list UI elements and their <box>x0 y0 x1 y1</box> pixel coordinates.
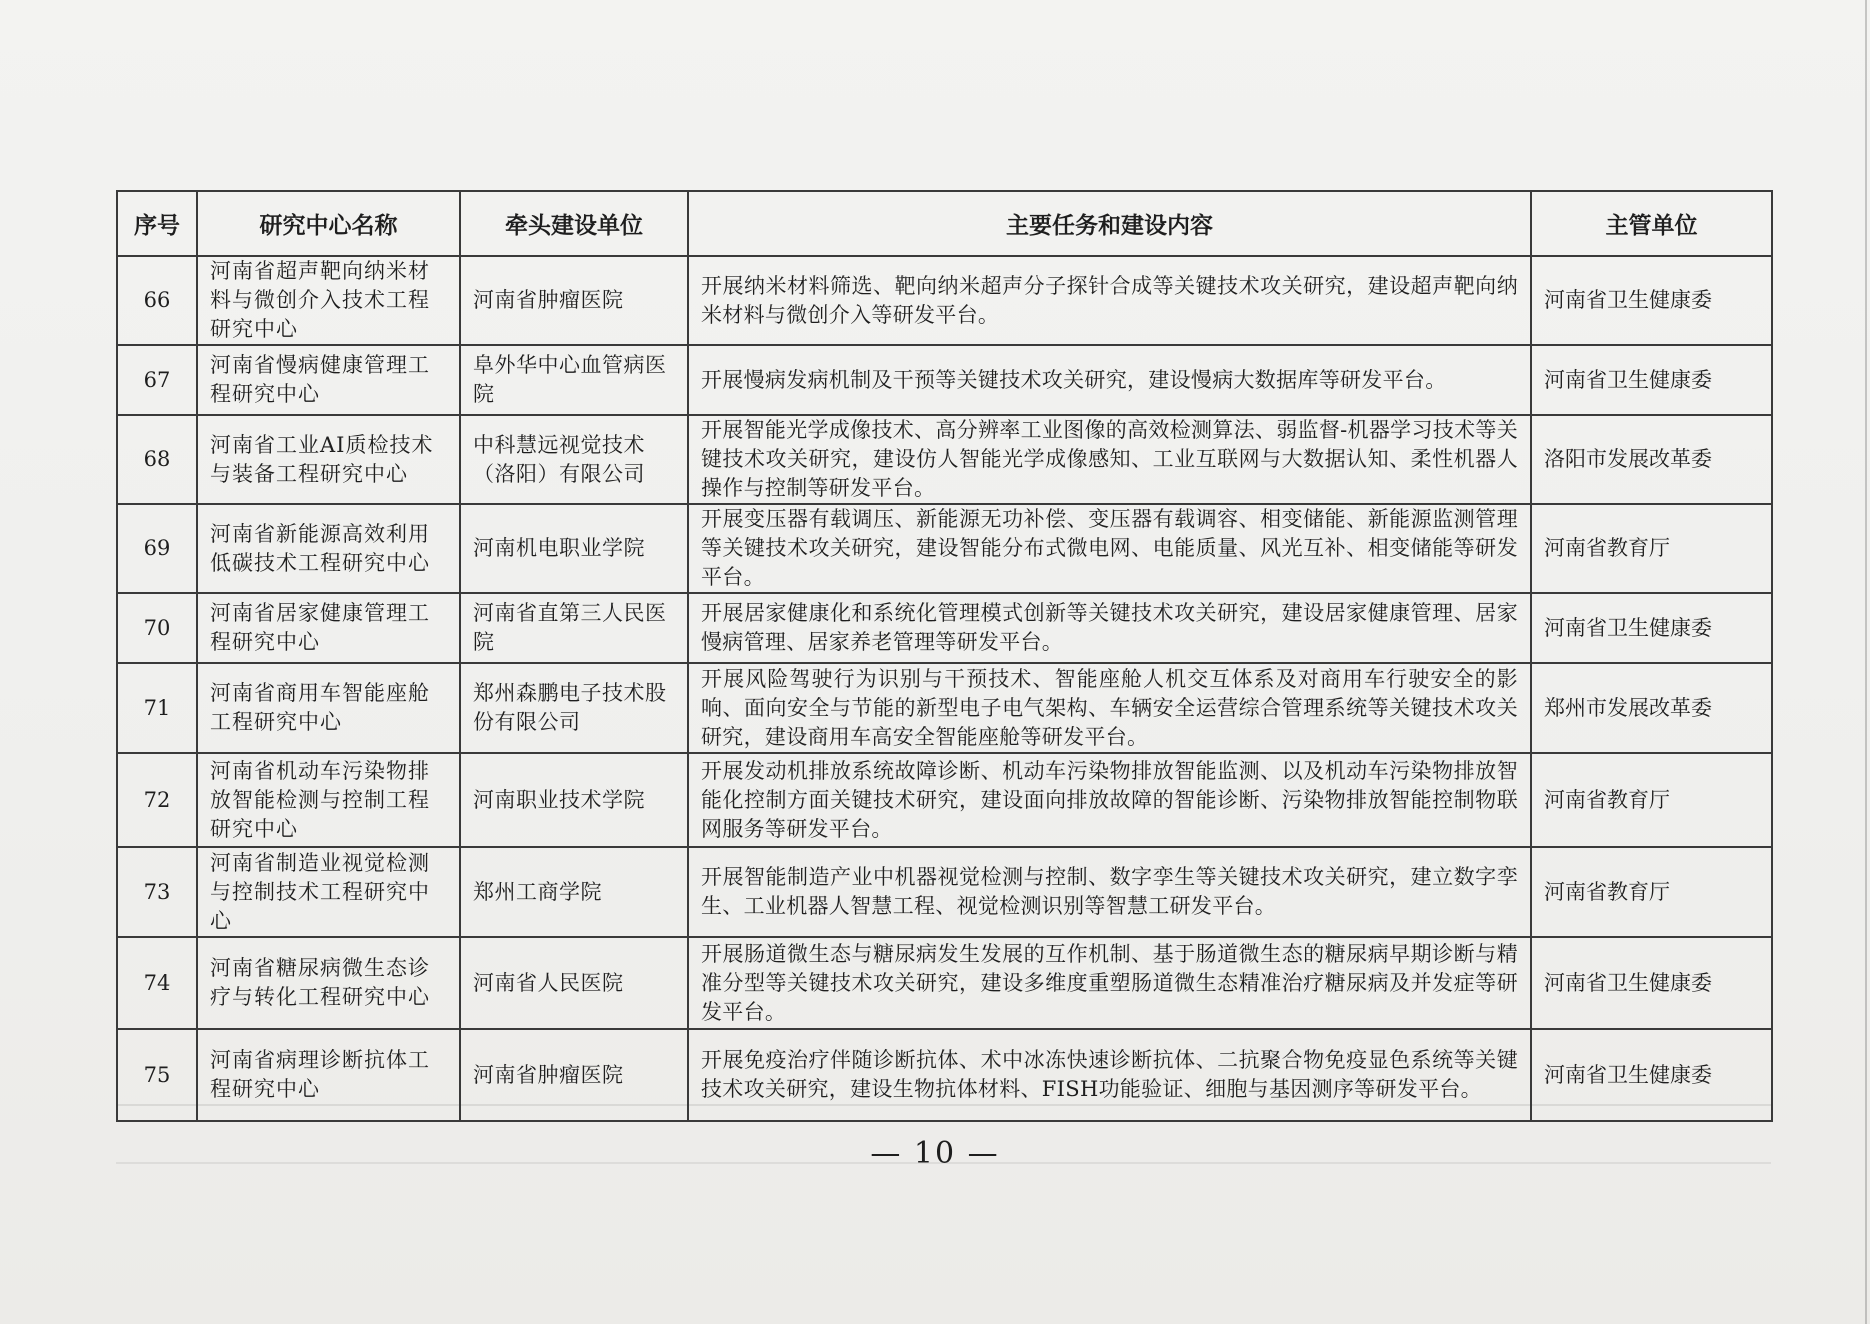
task-description: 开展慢病发病机制及干预等关键技术攻关研究，建设慢病大数据库等研发平台。 <box>688 345 1531 415</box>
supervising-dept: 河南省卫生健康委 <box>1531 1029 1772 1121</box>
table-row <box>117 256 1772 345</box>
task-description: 开展智能制造产业中机器视觉检测与控制、数字孪生等关键技术攻关研究，建立数字孪生、工业机器人智慧工程、视觉检测识别等智慧工研发平台。 <box>688 847 1531 937</box>
header-supervising-dept: 主管单位 <box>1531 191 1772 256</box>
center-name: 河南省居家健康管理工程研究中心 <box>197 593 460 663</box>
table-row <box>117 1029 1772 1121</box>
table-row <box>117 847 1772 937</box>
supervising-dept: 河南省教育厅 <box>1531 847 1772 937</box>
supervising-dept: 河南省卫生健康委 <box>1531 345 1772 415</box>
research-center-table <box>116 190 1773 1122</box>
center-name: 河南省商用车智能座舱工程研究中心 <box>197 663 460 753</box>
row-number: 71 <box>117 663 197 753</box>
supervising-dept: 河南省教育厅 <box>1531 504 1772 593</box>
table-row <box>117 415 1772 504</box>
task-description: 开展免疫治疗伴随诊断抗体、术中冰冻快速诊断抗体、二抗聚合物免疫显色系统等关键技术攻关研究，建设生物抗体材料、FISH功能验证、细胞与基因测序等研发平台。 <box>688 1029 1531 1121</box>
header-center-name: 研究中心名称 <box>197 191 460 256</box>
task-description: 开展肠道微生态与糖尿病发生发展的互作机制、基于肠道微生态的糖尿病早期诊断与精准分型等关键技术攻关研究，建设多维度重塑肠道微生态精准治疗糖尿病及并发症等研发平台。 <box>688 937 1531 1029</box>
header-tasks: 主要任务和建设内容 <box>688 191 1531 256</box>
center-name: 河南省病理诊断抗体工程研究中心 <box>197 1029 460 1121</box>
table-row <box>117 504 1772 593</box>
lead-unit: 河南机电职业学院 <box>460 504 688 593</box>
supervising-dept: 河南省卫生健康委 <box>1531 256 1772 345</box>
row-number: 72 <box>117 753 197 847</box>
lead-unit: 河南省肿瘤医院 <box>460 1029 688 1121</box>
center-name: 河南省慢病健康管理工程研究中心 <box>197 345 460 415</box>
lead-unit: 河南省人民医院 <box>460 937 688 1029</box>
table-row <box>117 753 1772 847</box>
table-row <box>117 345 1772 415</box>
lead-unit: 阜外华中心血管病医院 <box>460 345 688 415</box>
center-name: 河南省超声靶向纳米材料与微创介入技术工程研究中心 <box>197 256 460 345</box>
page-number: — 10 — <box>870 1136 1000 1171</box>
table-row <box>117 937 1772 1029</box>
supervising-dept: 河南省卫生健康委 <box>1531 593 1772 663</box>
supervising-dept: 河南省卫生健康委 <box>1531 937 1772 1029</box>
row-number: 66 <box>117 256 197 345</box>
row-number: 73 <box>117 847 197 937</box>
lead-unit: 郑州工商学院 <box>460 847 688 937</box>
task-description: 开展变压器有载调压、新能源无功补偿、变压器有载调容、相变储能、新能源监测管理等关键技术攻关研究，建设智能分布式微电网、电能质量、风光互补、相变储能等研发平台。 <box>688 504 1531 593</box>
row-number: 69 <box>117 504 197 593</box>
table-header-row <box>117 191 1772 256</box>
table-row <box>117 663 1772 753</box>
supervising-dept: 洛阳市发展改革委 <box>1531 415 1772 504</box>
task-description: 开展纳米材料筛选、靶向纳米超声分子探针合成等关键技术攻关研究，建设超声靶向纳米材料与微创介入等研发平台。 <box>688 256 1531 345</box>
row-number: 74 <box>117 937 197 1029</box>
task-description: 开展发动机排放系统故障诊断、机动车污染物排放智能监测、以及机动车污染物排放智能化控制方面关键技术研究，建设面向排放故障的智能诊断、污染物排放智能控制物联网服务等研发平台。 <box>688 753 1531 847</box>
center-name: 河南省新能源高效利用低碳技术工程研究中心 <box>197 504 460 593</box>
lead-unit: 河南职业技术学院 <box>460 753 688 847</box>
row-number: 67 <box>117 345 197 415</box>
lead-unit: 郑州森鹏电子技术股份有限公司 <box>460 663 688 753</box>
lead-unit: 中科慧远视觉技术（洛阳）有限公司 <box>460 415 688 504</box>
table-row <box>117 593 1772 663</box>
row-number: 68 <box>117 415 197 504</box>
header-seq: 序号 <box>117 191 197 256</box>
lead-unit: 河南省肿瘤医院 <box>460 256 688 345</box>
task-description: 开展智能光学成像技术、高分辨率工业图像的高效检测算法、弱监督-机器学习技术等关键技术攻关研究，建设仿人智能光学成像感知、工业互联网与大数据认知、柔性机器人操作与控制等研发平台。 <box>688 415 1531 504</box>
center-name: 河南省糖尿病微生态诊疗与转化工程研究中心 <box>197 937 460 1029</box>
center-name: 河南省机动车污染物排放智能检测与控制工程研究中心 <box>197 753 460 847</box>
scan-edge-line <box>1865 0 1867 1324</box>
supervising-dept: 郑州市发展改革委 <box>1531 663 1772 753</box>
lead-unit: 河南省直第三人民医院 <box>460 593 688 663</box>
center-name: 河南省工业AI质检技术与装备工程研究中心 <box>197 415 460 504</box>
row-number: 75 <box>117 1029 197 1121</box>
supervising-dept: 河南省教育厅 <box>1531 753 1772 847</box>
task-description: 开展风险驾驶行为识别与干预技术、智能座舱人机交互体系及对商用车行驶安全的影响、面向安全与节能的新型电子电气架构、车辆安全运营综合管理系统等关键技术攻关研究，建设商用车高安全智能座舱等研发平台。 <box>688 663 1531 753</box>
row-number: 70 <box>117 593 197 663</box>
center-name: 河南省制造业视觉检测与控制技术工程研究中心 <box>197 847 460 937</box>
header-lead-unit: 牵头建设单位 <box>460 191 688 256</box>
task-description: 开展居家健康化和系统化管理模式创新等关键技术攻关研究，建设居家健康管理、居家慢病管理、居家养老管理等研发平台。 <box>688 593 1531 663</box>
